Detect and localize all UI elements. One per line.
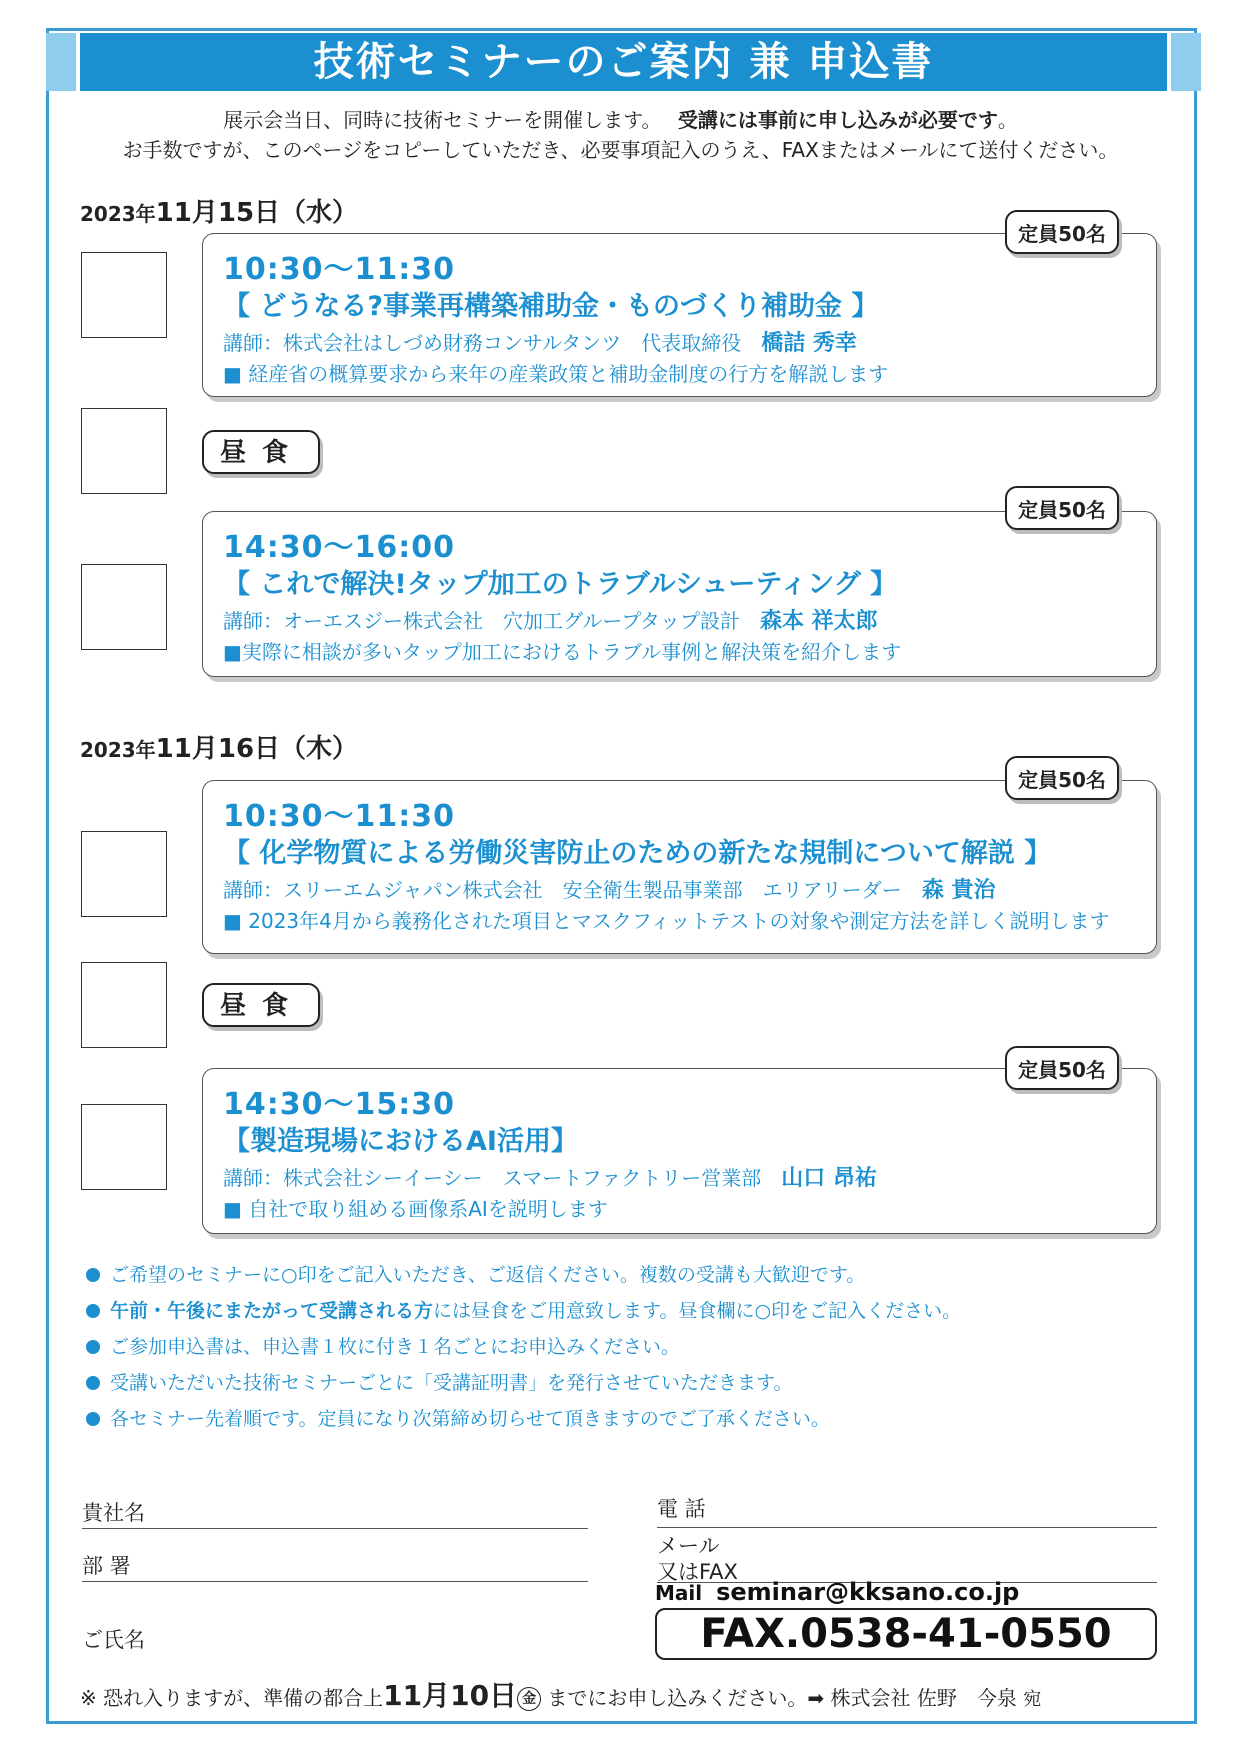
bullet-icon (86, 1412, 100, 1426)
mail-address: seminar@kksano.co.jp (716, 1578, 1020, 1606)
speaker-affiliation: 講師：スリーエムジャパン株式会社 安全衛生製品事業部 エリアリーダー (223, 878, 922, 902)
session-title: 【製造現場におけるAI活用】 (223, 1126, 578, 1157)
mail-label: メール (657, 1534, 720, 1558)
session-card-2 (202, 511, 1157, 677)
checkbox-session-2[interactable] (81, 564, 167, 650)
intro-line-2: お手数ですが、このページをコピーしていただき、必要事項記入のうえ、FAXまたはメールにて送付ください。 (122, 138, 1119, 162)
session-title: 【 これで解決!タップ加工のトラブルシューティング 】 (223, 569, 898, 600)
session-card-3 (202, 780, 1157, 954)
session-description: ■ 自社で取り組める画像系AIを説明します (223, 1197, 608, 1221)
deadline-date: 11月10日 (383, 1679, 518, 1712)
intro-line-1 (0, 104, 1241, 133)
date-heading-day1 (80, 192, 358, 229)
note-2 (86, 1296, 961, 1323)
bullet-icon (86, 1304, 100, 1318)
intro-text: 展示会当日、同時に技術セミナーを開催します。 (223, 108, 652, 132)
capacity-badge: 定員50名 (1005, 210, 1119, 254)
session-speaker (223, 604, 878, 635)
name-label: ご氏名 (82, 1628, 145, 1652)
fax-label: 又はFAX (657, 1560, 738, 1584)
session-time: 10:30〜11:30 (223, 799, 455, 834)
intro-period: 。 (997, 108, 1018, 132)
note-3 (86, 1332, 680, 1359)
checkbox-lunch-day1[interactable] (81, 408, 167, 494)
intro-required-note: 受講には事前に申し込みが必要です (677, 108, 998, 132)
note-1 (86, 1260, 865, 1287)
footer-deadline (80, 1674, 1041, 1714)
note-bold: 午前・午後にまたがって受講される方 (110, 1300, 434, 1322)
session-card-4 (202, 1068, 1157, 1234)
footer-recipient: 株式会社 佐野 今泉 (830, 1686, 1017, 1710)
note-text: 各セミナー先着順です。定員になり次第締め切らせて頂きますのでご了承ください。 (110, 1408, 830, 1430)
speaker-affiliation: 講師：株式会社はしづめ財務コンサルタンツ 代表取締役 (223, 331, 762, 355)
capacity-badge: 定員50名 (1005, 1046, 1119, 1090)
session-description: ■ 経産省の概算要求から来年の産業政策と補助金制度の行方を解説します (223, 362, 889, 386)
bullet-icon (86, 1340, 100, 1354)
mail-prefix: Mail (655, 1581, 703, 1605)
footer-post: までにお申し込みください。➡ (547, 1686, 831, 1710)
bullet-icon (86, 1268, 100, 1282)
session-title: 【 どうなる?事業再構築補助金・ものづくり補助金 】 (223, 291, 879, 322)
contact-fax: FAX.0538-41-0550 (655, 1608, 1157, 1660)
speaker-name: 山口 昂祐 (781, 1166, 877, 1191)
speaker-affiliation: 講師：株式会社シーイーシー スマートファクトリー営業部 (223, 1166, 782, 1190)
phone-label: 電 話 (657, 1497, 706, 1521)
session-description: ■ 2023年4月から義務化された項目とマスクフィットテストの対象や測定方法を詳しく説明します (223, 909, 1110, 933)
session-time: 14:30〜15:30 (223, 1087, 455, 1122)
department-field[interactable] (82, 1581, 588, 1582)
date-day: 11月16日（木） (155, 734, 359, 764)
company-label: 貴社名 (82, 1501, 145, 1525)
lunch-label: 昼食 (202, 430, 320, 474)
note-text: 受講いただいた技術セミナーごとに「受講証明書」を発行させていただきます。 (110, 1372, 793, 1394)
capacity-badge: 定員50名 (1005, 756, 1119, 800)
checkbox-session-3[interactable] (81, 831, 167, 917)
contact-mail (655, 1578, 1019, 1606)
session-title: 【 化学物質による労働災害防止のための新たな規制について解説 】 (223, 838, 1052, 869)
date-day: 11月15日（水） (155, 198, 359, 228)
checkbox-session-4[interactable] (81, 1104, 167, 1190)
lunch-label: 昼食 (202, 983, 320, 1027)
session-time: 14:30〜16:00 (223, 530, 455, 565)
session-description: ■実際に相談が多いタップ加工におけるトラブル事例と解決策を紹介します (223, 640, 902, 664)
note-5 (86, 1404, 830, 1431)
note-4 (86, 1368, 792, 1395)
capacity-badge: 定員50名 (1005, 486, 1119, 530)
department-label: 部 署 (82, 1554, 131, 1578)
speaker-name: 橋詰 秀幸 (761, 331, 857, 356)
session-speaker (223, 326, 857, 357)
bullet-icon (86, 1376, 100, 1390)
session-speaker (223, 873, 995, 904)
footer-pre: ※ 恐れ入りますが、準備の都合上 (80, 1686, 384, 1710)
session-speaker (223, 1161, 877, 1192)
speaker-name: 森本 祥太郎 (760, 609, 878, 634)
speaker-affiliation: 講師：オーエスジー株式会社 穴加工グループタップ設計 (223, 609, 760, 633)
checkbox-session-1[interactable] (81, 252, 167, 338)
page-title: 技術セミナーのご案内 兼 申込書 (80, 33, 1167, 91)
date-heading-day2 (80, 728, 358, 765)
phone-field[interactable] (657, 1527, 1157, 1528)
deadline-weekday: 金 (517, 1687, 541, 1711)
session-card-1 (202, 233, 1157, 397)
checkbox-lunch-day2[interactable] (81, 962, 167, 1048)
footer-suffix: 宛 (1023, 1689, 1042, 1710)
company-field[interactable] (82, 1528, 588, 1529)
note-text: ご希望のセミナーに○印をご記入いただき、ご返信ください。複数の受講も大歓迎です。 (110, 1264, 866, 1286)
note-text: ご参加申込書は、申込書１枚に付き１名ごとにお申込みください。 (110, 1336, 681, 1358)
date-year: 2023年 (80, 738, 156, 762)
note-text: には昼食をご用意致します。昼食欄に○印をご記入ください。 (433, 1300, 962, 1322)
session-time: 10:30〜11:30 (223, 252, 455, 287)
date-year: 2023年 (80, 202, 156, 226)
speaker-name: 森 貴治 (921, 878, 996, 903)
